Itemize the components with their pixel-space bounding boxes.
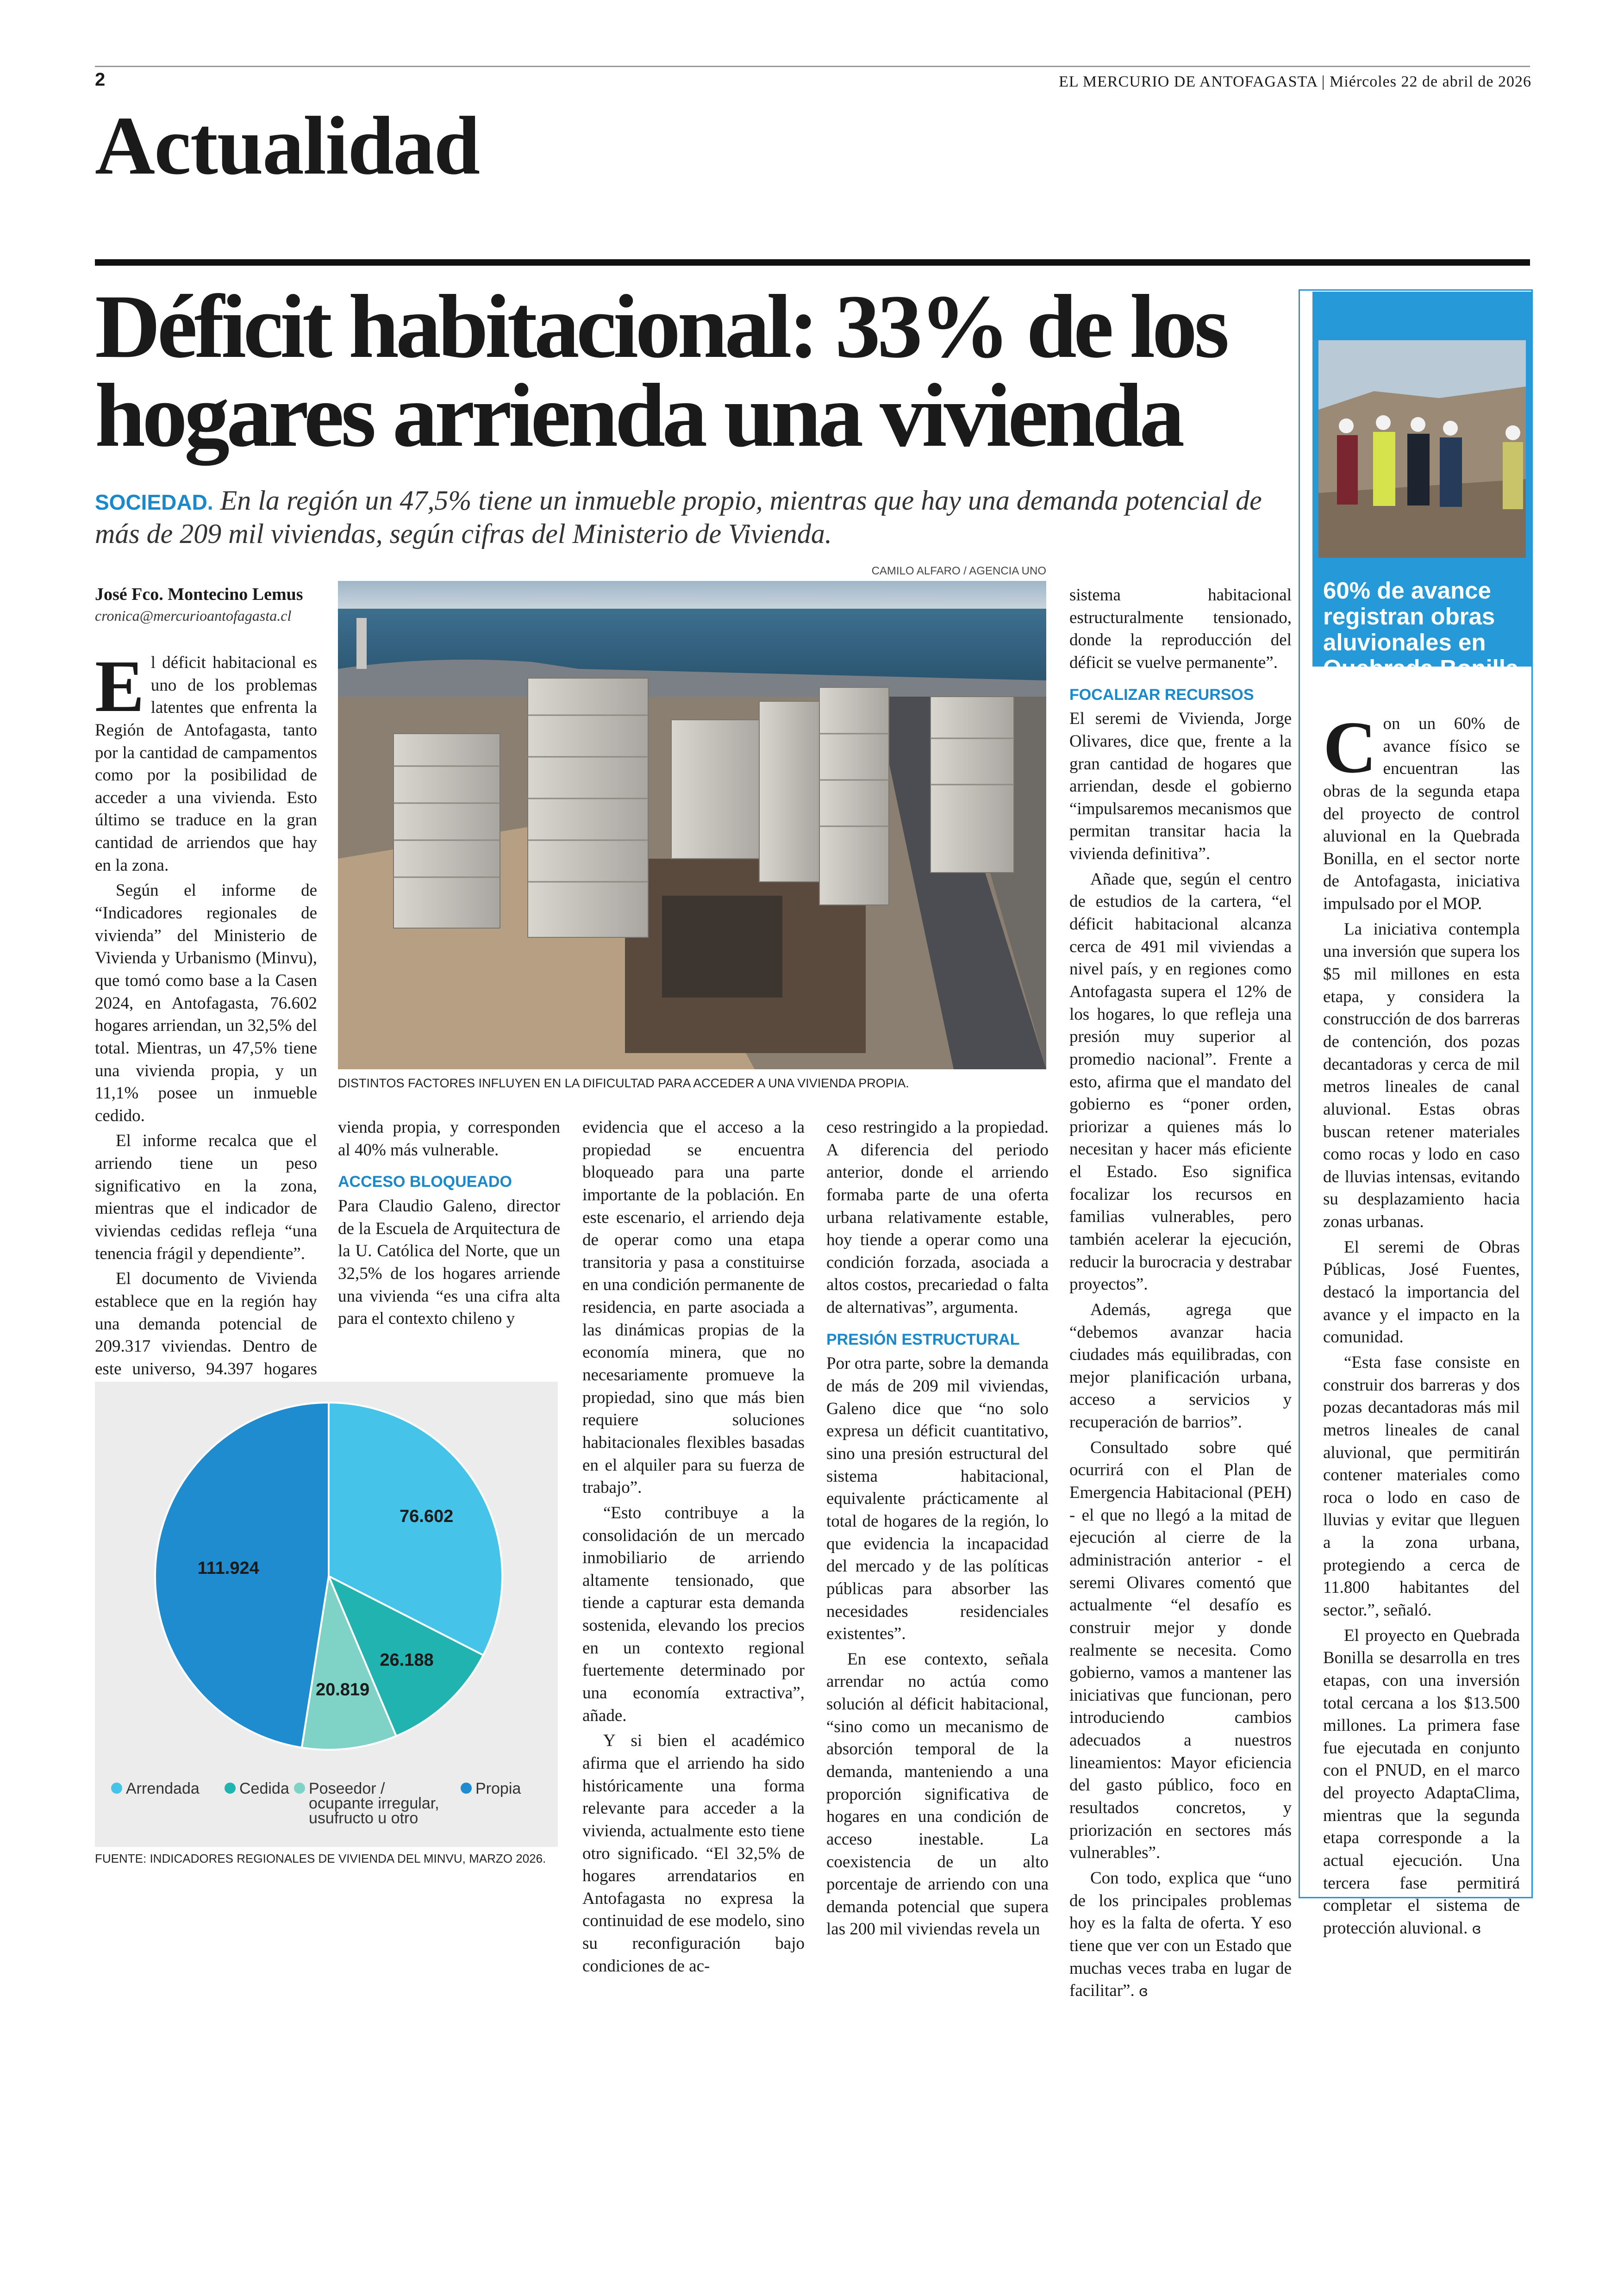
masthead: EL MERCURIO DE ANTOFAGASTA | Miércoles 22 de abril de 2026 <box>1059 73 1531 90</box>
article-column-1 <box>95 645 317 1406</box>
paragraph: Por otra parte, sobre la demanda de más de 209 mil viviendas, Galeno dice que “no solo expresa un déficit cuantitativo, sino una presión estructural del sistema habitacional, equivalente prácticamente al total de hogares de la región, lo que evidencia la incapacidad del mercado y de las políticas públicas para absorber las necesidades residenciales existentes”. <box>826 1354 1049 1644</box>
paragraph: Consultado sobre qué ocurrirá con el Plan de Emergencia Habitacional (PEH) - el que no llegó a la mitad de ejecución al cierre de la administración anterior - el seremi Olivares comentó que actualmente “el desafío es construir mejor y donde realmente se necesita. Como gobierno, vamos a mantener las iniciativas que funcionan, pero introduciendo cambios adecuados a nuestros lineamientos: Mayor eficiencia del gasto público, foco en resultados concretos, y priorización en sectores más vulnerables”. <box>1069 1438 1292 1863</box>
workers-illustration <box>1318 340 1526 558</box>
subheading: ACCESO BLOQUEADO <box>338 1173 512 1191</box>
byline-email: cronica@mercurioantofagasta.cl <box>95 607 292 624</box>
paragraph: vienda propia, y corresponden al 40% más vulnerable. <box>338 1118 560 1160</box>
legend-dot <box>111 1783 122 1794</box>
paragraph: El seremi de Obras Públicas, José Fuentes, destacó la importancia del avance y el impacto en la comunidad. <box>1323 1237 1520 1347</box>
pie-chart-svg <box>95 1382 558 1847</box>
byline: José Fco. Montecino Lemus <box>95 585 303 604</box>
legend-label: Cedida <box>239 1780 289 1797</box>
paragraph <box>1323 1625 1520 1940</box>
paragraph: Y si bien el académico afirma que el arriendo ha sido históricamente una forma relevante para acceder a la vivienda, actualmente esto tiene otro significado. “El 32,5% de hogares arrendatarios en Antofagasta no expresa la continuidad de ese modelo, sino su reconfiguración bajo condiciones de ac- <box>582 1731 805 1976</box>
header-rule <box>95 66 1530 67</box>
subheading: PRESIÓN ESTRUCTURAL <box>826 1330 1020 1348</box>
paragraph: El informe recalca que el arriendo tiene un peso significativo en la zona, mientras que el indicador de viviendas cedidas refleja “una tenencia frágil y dependiente”. <box>95 1131 317 1263</box>
paragraph: Para Claudio Galeno, director de la Escuela de Arquitectura de la U. Católica del Norte, que un 32,5% de los hogares arriende una vivienda “es una cifra alta para el contexto chileno y <box>338 1196 560 1328</box>
pie-value-label: 76.602 <box>400 1506 454 1526</box>
end-mark-icon: ɞ <box>1472 1921 1481 1937</box>
section-title: Actualidad <box>95 100 480 192</box>
pie-value-label: 20.819 <box>315 1680 370 1700</box>
paragraph: on un 60% de avance físico se encuentran las obras de la segunda etapa del proyecto de control aluvional en la Quebrada Bonilla, en el sector norte de Antofagasta, iniciativa impulsado por el MOP. <box>1323 714 1520 914</box>
paragraph: Según el informe de “Indicadores regionales de vivienda” del Ministerio de Vivienda y Urbanismo (Minvu), que tomó como base a la Casen 2024, en Antofagasta, 76.602 hogares arriendan, un 32,5% del total. Mientras, un 47,5% tiene una vivienda propia, y un 11,1% posee un inmueble cedido. <box>95 881 317 1125</box>
sidebar-text <box>1323 706 1520 1943</box>
paragraph-text: Con todo, explica que “uno de los principales problemas hoy es la falta de oferta. Y eso tiene que ver con un Estado que muchas veces traba en lugar de facilitar”. <box>1069 1868 1292 2001</box>
subheading: FOCALIZAR RECURSOS <box>1069 686 1254 704</box>
legend-label: Arrendada <box>126 1780 200 1797</box>
photo-credit: CAMILO ALFARO / AGENCIA UNO <box>871 565 1046 577</box>
pie-chart <box>95 1382 558 1847</box>
legend-dot <box>294 1783 305 1794</box>
sidebar-title: 60% de avance registran obras aluvionales en Quebrada Bonilla <box>1323 577 1519 682</box>
page-number: 2 <box>95 69 106 90</box>
end-mark-icon: ɞ <box>1138 1983 1148 2000</box>
drop-cap: C <box>1323 706 1377 788</box>
deck <box>95 484 1280 550</box>
headline: Déficit habitacional: 33% de los hogares arrienda una vivienda <box>95 276 1226 466</box>
paragraph: La iniciativa contempla una inversión que supera los $5 mil millones en esta etapa, y considera la construcción de dos barreras de contención, dos pozas decantadoras y cerca de mil metros lineales de canal aluvional. Estas obras buscan retener materiales como rocas y lodo en caso de lluvias intensas, evitando su desplazamiento hacia zonas urbanas. <box>1323 919 1520 1232</box>
paragraph: ceso restringido a la propiedad. A diferencia del periodo anterior, donde el arriendo formaba parte de una oferta urbana relativamente estable, hoy tiende a operar como una condición forzada, asociada a altos costos, precariedad o falta de alternativas”, argumenta. <box>826 1118 1049 1317</box>
drop-cap: E <box>95 645 144 727</box>
section-rule <box>95 259 1530 266</box>
paragraph: “Esta fase consiste en construir dos barreras y dos pozas decantadoras más mil metros lineales de canal aluvional, que permitirán contener materiales como roca o lodo en caso de lluvias y evitar que lleguen a la zona urbana, protegiendo a cerca de 11.800 habitantes del sector.”, señaló. <box>1323 1353 1520 1620</box>
article-column-4 <box>826 1116 1049 1944</box>
kicker: SOCIEDAD. <box>95 490 213 514</box>
pie-value-label: 26.188 <box>380 1650 434 1670</box>
paragraph-text: El proyecto en Quebrada Bonilla se desarrolla en tres etapas, con una inversión total cercana a los $13.500 millones. La primera fase fue ejecutada en conjunto con el PNUD, en el marco del proyecto AdaptaClima, mientras que la segunda etapa corresponde a la actual ejecución. Una tercera fase permitirá completar el sistema de protección aluvional. <box>1323 1626 1520 1938</box>
paragraph: El documento de Vivienda establece que en la región hay una demanda potencial de 209.317 viviendas. Dentro de este universo, 94.397 hogares <box>95 1269 317 1378</box>
legend-label: Poseedor / ocupante irregular, usufructo u otro <box>309 1780 439 1827</box>
paragraph <box>1069 1867 1292 2002</box>
paragraph: “Esto contribuye a la consolidación de un mercado inmobiliario de arriendo altamente tensionado, que tiende a capturar esta demanda sostenida, elevando los precios en un contexto regional fuertemente determinado por una economía extractiva”, añade. <box>582 1503 805 1725</box>
legend-dot <box>461 1783 472 1794</box>
main-photo <box>338 581 1046 1069</box>
article-column-5 <box>1069 584 1292 2005</box>
sidebar-photo <box>1318 340 1526 558</box>
chart-source: FUENTE: INDICADORES REGIONALES DE VIVIENDA DEL MINVU, MARZO 2026. <box>95 1852 546 1865</box>
photo-caption: DISTINTOS FACTORES INFLUYEN EN LA DIFICULTAD PARA ACCEDER A UNA VIVIENDA PROPIA. <box>338 1076 909 1090</box>
city-aerial-illustration <box>338 581 1046 1069</box>
paragraph: l déficit habitacional es uno de los problemas latentes que enfrenta la Región de Antofagasta, tanto por la cantidad de campamentos como por la posibilidad de acceder a una vivienda. Esto último se traduce en la gran cantidad de arriendos que hay en la zona. <box>95 653 317 875</box>
paragraph: Además, agrega que “debemos avanzar hacia ciudades más equilibradas, con mejor planificación urbana, acceso a servicios y recuperación de barrios”. <box>1069 1300 1292 1432</box>
paragraph: En ese contexto, señala arrendar no actúa como solución al déficit habitacional, “sino como un mecanismo de absorción temporal de la demanda, manteniendo a una proporción significativa de hogares en una condición de acceso inestable. La coexistencia de un alto porcentaje de arriendo con una demanda potencial que supera las 200 mil viviendas revela un <box>826 1649 1049 1939</box>
pie-value-label: 111.924 <box>197 1559 259 1578</box>
deck-text: En la región un 47,5% tiene un inmueble propio, mientras que hay una demanda potencial de más de 209 mil viviendas, según cifras del Ministerio de Vivienda. <box>95 485 1262 549</box>
paragraph: evidencia que el acceso a la propiedad se encuentra bloqueado para una parte importante de la población. En este escenario, el arriendo deja de operar como una etapa transitoria y pasa a constituirse en una condición permanente de residencia, en parte asociada a las dinámicas propias de la economía minera, que no necesariamente promueve la propiedad, sino que más bien requiere soluciones habitacionales flexibles basadas en el alquiler para su fuerza de trabajo”. <box>582 1118 805 1497</box>
paragraph: Añade que, según el centro de estudios de la cartera, “el déficit habitacional alcanza cerca de 491 mil viviendas a nivel país, y en regiones como Antofagasta supera el 12% de los hogares, lo que refleja una presión muy superior al promedio nacional”. Frente a esto, afirma que el mandato del gobierno es “poner orden, priorizar a quienes más lo necesitan y hacer más eficiente el Estado. Eso significa focalizar los recursos en familias vulnerables, pero también acelerar la ejecución, reducir la burocracia y destrabar proyectos”. <box>1069 869 1292 1294</box>
article-column-3 <box>582 1116 805 1980</box>
paragraph: sistema habitacional estructuralmente tensionado, donde la reproducción del déficit se vuelve permanente”. <box>1069 586 1292 672</box>
legend-label: Propia <box>475 1780 521 1797</box>
article-column-2 <box>338 1116 560 1333</box>
legend-dot <box>225 1783 236 1794</box>
paragraph: El seremi de Vivienda, Jorge Olivares, dice que, frente a la gran cantidad de hogares que arriendan, desde el gobierno “impulsaremos mecanismos que permitan transitar hacia la vivienda definitiva”. <box>1069 709 1292 864</box>
